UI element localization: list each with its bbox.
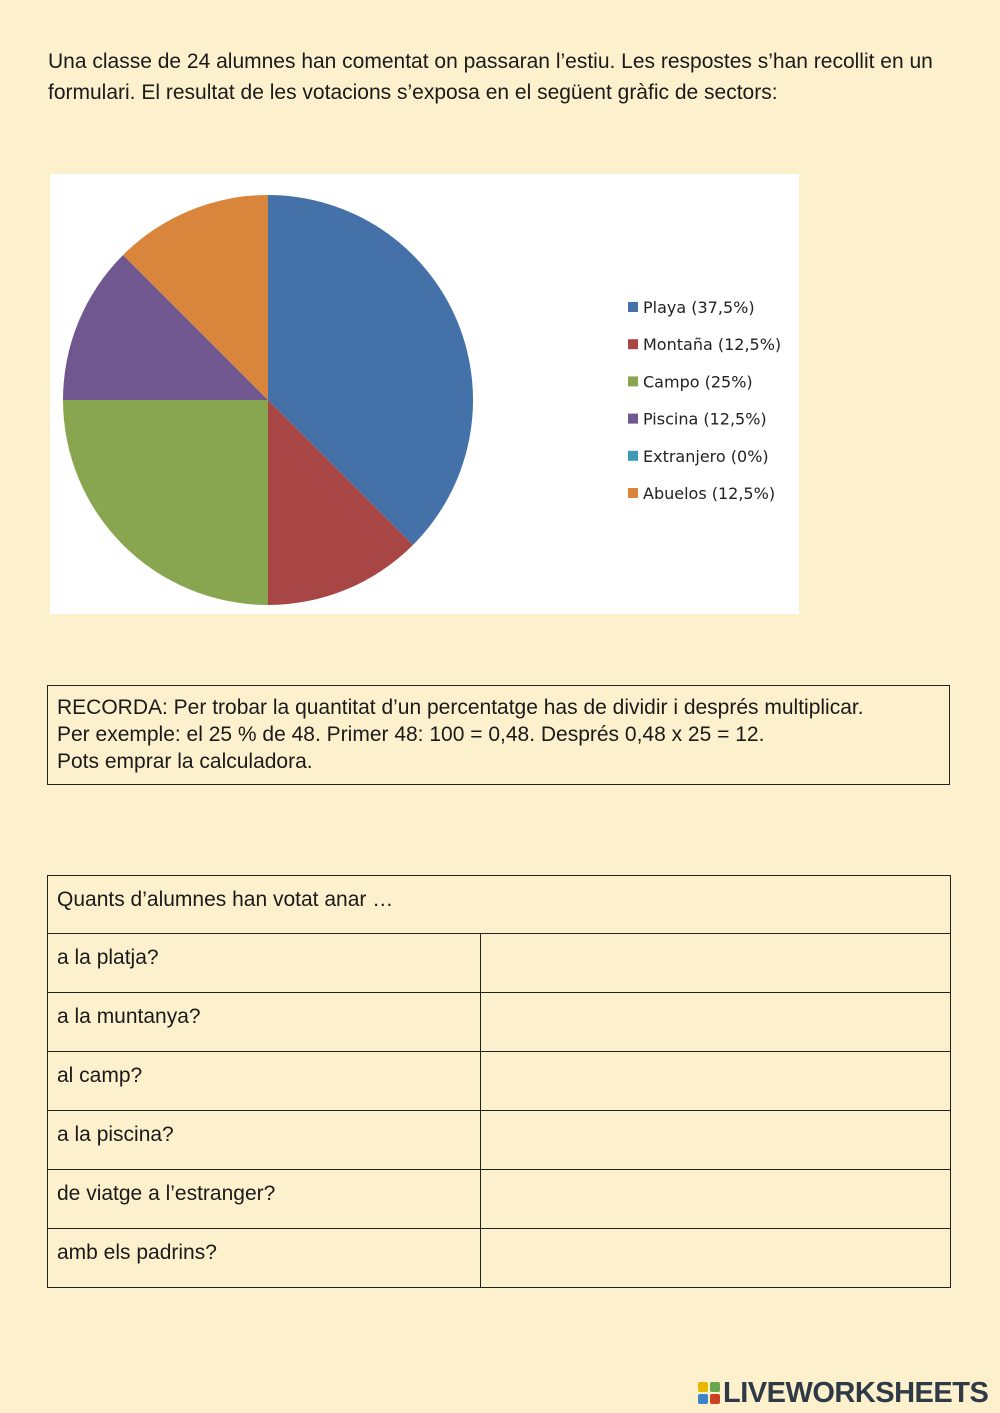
legend-label: Extranjero (0%)	[643, 446, 769, 466]
legend-swatch	[628, 339, 638, 349]
legend-label: Campo (25%)	[643, 372, 753, 392]
pie-chart-svg	[50, 174, 799, 614]
pie-slice	[63, 400, 268, 605]
question-cell: de viatge a l’estranger?	[48, 1170, 481, 1229]
table-row	[48, 993, 951, 1052]
logo-text: LIVEWORKSHEETS	[723, 1376, 989, 1409]
answer-input-estranger[interactable]	[490, 1178, 945, 1214]
reminder-line-1: RECORDA: Per trobar la quantitat d’un percentatge has de dividir i després multiplicar.	[57, 696, 864, 719]
question-cell: a la platja?	[48, 934, 481, 993]
logo-square	[698, 1394, 708, 1404]
reminder-line-2: Per exemple: el 25 % de 48. Primer 48: 100 = 0,48. Després 0,48 x 25 = 12.	[57, 723, 765, 746]
legend-swatch	[628, 414, 638, 424]
legend-label: Abuelos (12,5%)	[643, 484, 776, 503]
reminder-line-3: Pots emprar la calculadora.	[57, 750, 313, 773]
table-row	[48, 1229, 951, 1288]
answer-cell	[481, 1170, 951, 1229]
logo-square	[698, 1382, 708, 1392]
answer-cell	[481, 934, 951, 993]
legend-swatch	[628, 488, 638, 498]
legend-swatch	[628, 451, 638, 461]
chart-legend	[628, 298, 781, 503]
answer-cell	[481, 1111, 951, 1170]
intro-text: Una classe de 24 alumnes han comentat on passaran l’estiu. Les respostes s’han recollit en un formulari. El resultat de les votacions s’exposa en el següent gràfic de sectors:	[48, 50, 933, 104]
table-row	[48, 1052, 951, 1111]
answer-input-camp[interactable]	[490, 1060, 945, 1096]
reminder-box	[47, 685, 950, 785]
legend-label: Playa (37,5%)	[643, 298, 755, 317]
answer-cell	[481, 1229, 951, 1288]
logo-square	[710, 1394, 720, 1404]
answer-cell	[481, 993, 951, 1052]
answer-input-padrins[interactable]	[490, 1237, 945, 1273]
question-cell: al camp?	[48, 1052, 481, 1111]
answers-table	[47, 875, 951, 1288]
answer-cell	[481, 1052, 951, 1111]
table-row	[48, 934, 951, 993]
table-row	[48, 1111, 951, 1170]
legend-swatch	[628, 302, 638, 312]
logo-square	[710, 1382, 720, 1392]
question-cell: a la muntanya?	[48, 993, 481, 1052]
logo-icon	[698, 1382, 720, 1404]
legend-label: Montaña (12,5%)	[643, 335, 782, 355]
table-row	[48, 1170, 951, 1229]
answer-input-muntanya[interactable]	[490, 1001, 945, 1037]
question-cell: a la piscina?	[48, 1111, 481, 1170]
answer-input-platja[interactable]	[490, 942, 945, 978]
answer-input-piscina[interactable]	[490, 1119, 945, 1155]
pie-chart	[50, 174, 799, 614]
table-header: Quants d’alumnes han votat anar …	[48, 876, 951, 934]
liveworksheets-logo	[698, 1378, 988, 1408]
table-header-row	[48, 876, 951, 934]
legend-swatch	[628, 376, 638, 386]
pie-slices	[63, 195, 473, 605]
legend-label: Piscina (12,5%)	[643, 409, 767, 429]
question-cell: amb els padrins?	[48, 1229, 481, 1288]
